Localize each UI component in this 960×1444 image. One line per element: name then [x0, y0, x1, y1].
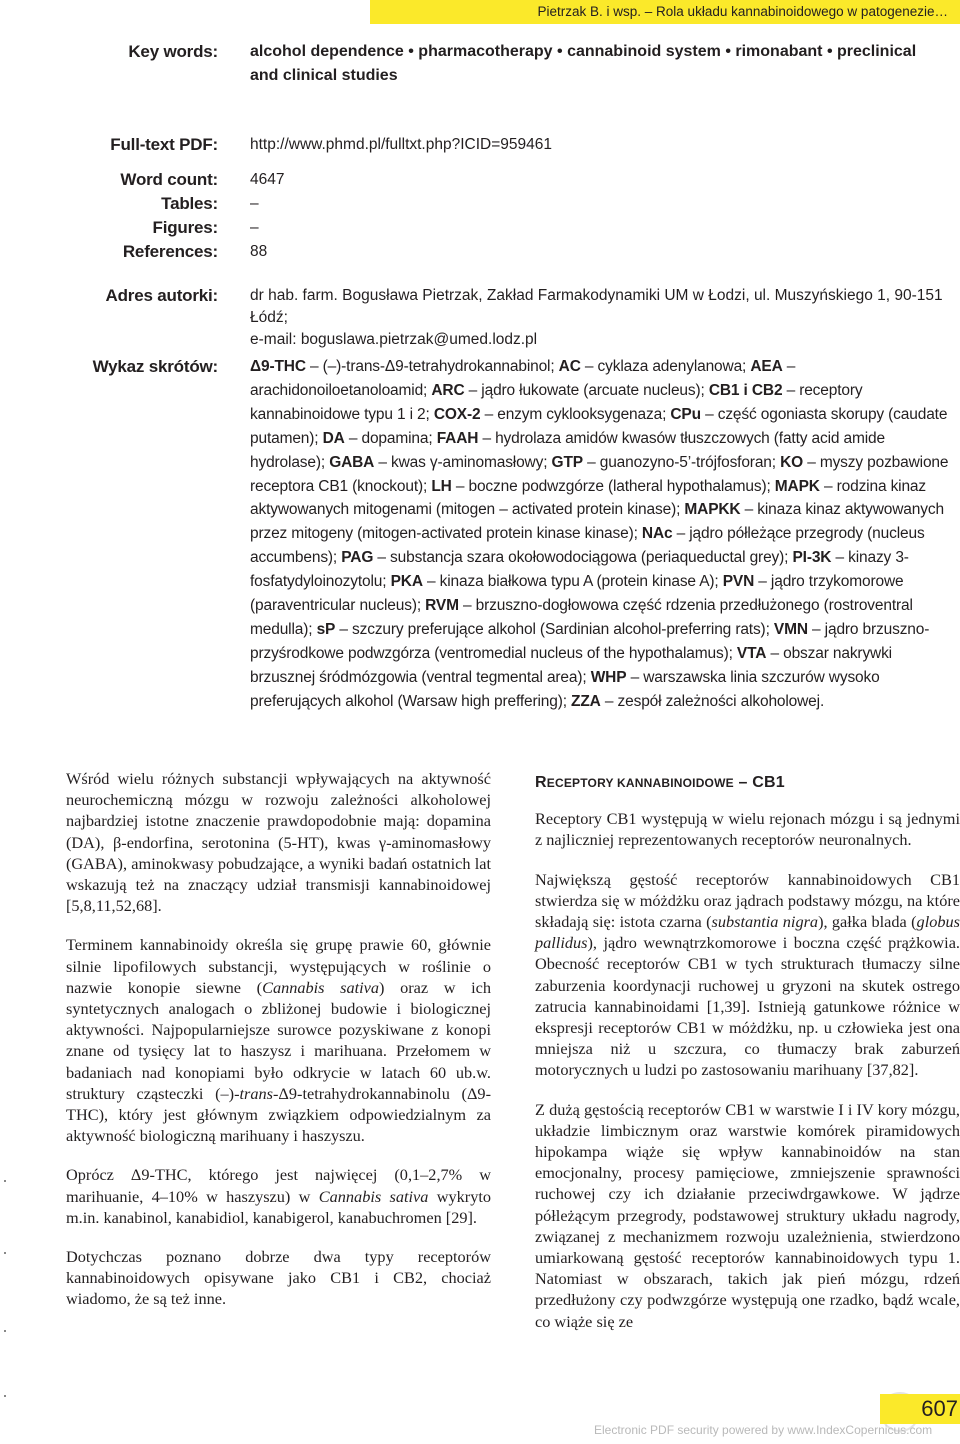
keywords-label: Key words: [128, 42, 218, 61]
abbreviation-term: PI-3K [792, 549, 832, 567]
paragraph: Dotychczas poznano dobrze dwa typy receptorów kannabinoidowych opisywane jako CB1 i CB2, chociaż wiadomo, że są też inne. [66, 1247, 491, 1309]
abbreviation-term: PVN [722, 573, 755, 591]
paragraph: Receptory CB1 występują w wielu rejonach mózgu i są jednymi z najliczniej reprezentowanych receptorów neuronalnych. [535, 809, 960, 850]
abbreviation-definition: – część ogoniasta skorupy (caudate putamen); [250, 405, 948, 447]
tables-value: – [250, 195, 259, 212]
watermark-text: Electronic PDF security powered by www.IndexCopernicus.com [594, 1423, 933, 1437]
abbreviation-term: ZZA [571, 692, 601, 710]
abbreviation-definition: – jądro brzuszno-przyśrodkowe podwzgórza (ventromedial nucleus of the hypothalamus); [250, 620, 930, 662]
abbreviation-term: Δ9-THC [250, 358, 306, 375]
text-run: ), jądro wewnątrzkomorowe i boczna część prążkowia. Obecność receptorów CB1 w tych strukturach tłumaczy silne zaburzenia koordynacji ruchowej u gryzoni na skutek ostrego zatrucia kannabinoidami [1,39]. Istnieją gatunkowe różnice w ekspresji receptorów CB1 w móżdżku, np. u człowieka jest ona mniejsza niż u szczura, co tłumaczy brak zaburzeń motorycznych u ludzi po zastosowaniu marihuany [37,82]. [535, 933, 960, 1080]
paragraph [66, 934, 491, 1146]
abbreviation-term: GTP [551, 453, 583, 471]
abbreviation-definition: – obszar nakrywki brzusznej śródmózgowia (ventral tegmental area); [250, 644, 892, 686]
heading-smallcaps: ECEPTORY KANNABINOIDOWE [546, 776, 734, 790]
address-label: Adres autorki: [105, 286, 218, 305]
abbreviation-definition: – boczne podwzgórze (latheral hypothalamus); [451, 477, 775, 495]
text-run: Największą gęstość receptorów kannabinoidowych CB1 stwierdza się w móżdżku oraz jądrach podstawy mózgu, na które składają się: istota czarna ( [535, 869, 960, 932]
abbreviation-definition: – hydrolaza amidów kwasów tłuszczowych (fatty acid amide hydrolase); [250, 429, 885, 471]
tables-label: Tables: [161, 194, 218, 213]
abbreviation-term: LH [431, 477, 452, 495]
abbreviation-definition: – guanozyno-5’-trójfosforan; [582, 453, 781, 471]
abbreviation-definition: – kinaza białkowa typu A (protein kinase A); [422, 573, 723, 591]
abbreviation-term: MAPK [774, 477, 820, 495]
abbreviation-term: sP [316, 620, 336, 638]
italic-term: substantia nigra [711, 912, 819, 932]
paragraph [66, 1164, 491, 1228]
heading-initial: R [535, 774, 547, 791]
abbreviation-definition: – rodzina kinaz aktywowanych mitogenami (mitogen – activated protein kinase); [250, 477, 927, 519]
abbreviation-term: AEA [750, 358, 783, 375]
italic-term: Cannabis sativa [318, 1186, 429, 1206]
margin-mark [4, 1252, 6, 1254]
abbreviation-definition: – kwas γ-aminomasłowy; [374, 453, 552, 471]
margin-mark [4, 1395, 6, 1397]
paragraph [535, 869, 960, 1081]
abbreviations-label: Wykaz skrótów: [92, 357, 218, 376]
figures-value: – [250, 219, 259, 236]
abbreviation-term: PKA [390, 573, 423, 591]
text-run: wykryto m.in. kanabinol, kanabidiol, kanabigerol, kanabuchromen [29]. [66, 1186, 491, 1227]
text-run: Terminem kannabinoidy określa się grupę prawie 60, głównie silnie lipofilowych substancji, występujących w roślinie o nazwie konopie siewne ( [66, 935, 491, 997]
address-line-1: dr hab. farm. Bogusława Pietrzak, Zakład Farmakodynamiki UM w Łodzi, ul. Muszyńskiego 1, 90-151 Łódź; [250, 287, 943, 326]
italic-term: Cannabis sativa [262, 977, 380, 997]
fulltext-link[interactable]: http://www.phmd.pl/fulltxt.php?ICID=959461 [250, 136, 552, 153]
address-email[interactable]: e-mail: boguslawa.pietrzak@umed.lodz.pl [250, 331, 538, 348]
abbreviation-definition: – substancja szara okołowodociągowa (periaqueductal grey); [373, 549, 793, 567]
fulltext-label: Full-text PDF: [110, 135, 218, 154]
abbreviation-definition: – dopamina; [344, 429, 437, 447]
paragraph: Wśród wielu różnych substancji wpływających na aktywność neurochemiczną mózgu w rozwoju zależności alkoholowej najbardziej istotne znaczenie prawdopodobnie mają: dopamina (DA), β-endorfina, serotonina (5-HT), kwas γ-aminomasłowy (GABA), aminokwasy pobudzające, a wyniki badań ostatnich lat wskazują też na znaczący udział transmisji kannabinoidowej [5,8,11,52,68]. [66, 769, 491, 916]
running-header: Pietrzak B. i wsp. – Rola układu kannabinoidowego w patogenezie… [370, 0, 960, 24]
abbreviation-definition: – kinaza kinaz aktywowanych przez mitogeny (mitogen-activated protein kinase kinase); [250, 501, 944, 543]
wordcount-value: 4647 [250, 171, 285, 188]
abbreviation-term: CPu [670, 405, 701, 423]
abbreviation-term: NAc [641, 525, 673, 543]
keywords-line-2: and clinical studies [250, 67, 398, 84]
abbreviation-definition: – receptory kannabinoidowe typu 1 i 2; [250, 381, 863, 423]
abbreviations-list [250, 355, 955, 714]
abbreviation-term: VMN [773, 620, 808, 638]
references-label: References: [122, 242, 218, 261]
text-run: ), gałka blada ( [818, 912, 917, 932]
abbreviation-definition: – jądro półleżące przegrody (nucleus accumbens); [250, 525, 925, 567]
italic-term: globus pallidus [535, 912, 960, 953]
abbreviation-definition: – warszawska linia szczurów wysoko preferujących alkohol (Warsaw high preffering); [250, 668, 880, 710]
text-run: Oprócz Δ9-THC, którego jest najwięcej (0,1–2,7% w marihuanie, 4–10% w haszyszu) w [66, 1165, 491, 1206]
margin-mark [4, 1330, 6, 1332]
abbreviation-definition: – enzym cyklooksygenaza; [480, 405, 671, 423]
right-text-column [535, 772, 960, 1350]
abbreviation-term: GABA [329, 453, 375, 471]
keywords-line-1: alcohol dependence • pharmacotherapy • cannabinoid system • rimonabant • preclinical [250, 43, 917, 60]
abbreviation-term: DA [322, 429, 345, 447]
abbreviation-definition: – brzuszno-dogłowowa część rdzenia przedłużonego (rostroventral medulla); [250, 597, 913, 638]
abbreviation-term: AC [558, 358, 581, 375]
abbreviation-definition: – szczury preferujące alkohol (Sardinian alcohol-preferring rats); [335, 620, 774, 638]
abbreviation-term: COX-2 [433, 405, 481, 423]
abbreviation-definition: – arachidonoiloetanoloamid; [250, 358, 796, 399]
page-number: 607 [880, 1394, 960, 1424]
abbreviation-definition: – kinazy 3-fosfatydyloinozytolu; [250, 549, 909, 591]
figures-label: Figures: [152, 218, 218, 237]
section-heading [535, 772, 960, 794]
abbreviation-definition: – jądro trzykomorowe (paraventricular nucleus); [250, 573, 904, 615]
abbreviation-term: RVM [425, 597, 459, 615]
abbreviation-definition: – zespół zależności alkoholowej. [600, 692, 825, 710]
abbreviation-term: WHP [590, 668, 627, 686]
paragraph: Z dużą gęstością receptorów CB1 w warstwie I i IV kory mózgu, układzie limbicznym oraz warstwie komórek piramidowych hipokampa wiąże się wpływ kannabinoidów na stan emocjonalny, procesy pamięciowe, zmniejszenie sprawności ruchowej czy ich działanie przeciwdrgawkowe. W jądrze półleżącym przegrody, podstawowej struktury układu nagrody, związanej z mechanizmem rozwoju uzależnienia, stwierdzono umiarkowaną gęstość receptorów kannabinoidowych typu 1. Natomiast w obszarach, takich jak pień mózgu, rdzeń przedłużony czy podwzgórze występują one rzadko, bądź wcale, co wiąże się ze [535, 1099, 960, 1331]
abbreviation-definition: – (–)-trans-Δ9-tetrahydrokannabinol; [305, 358, 559, 375]
heading-tail: – CB1 [733, 774, 785, 791]
text-run: ) oraz w ich syntetycznych analogach o zbliżonej budowie i biologicznej aktywności. Najpopularniejsze surowce pozyskiwane z konopi znane od tysięcy lat to haszysz i marihuana. Przełomem w badaniach nad konopiami było odkrycie w latach 60 ub.w. struktury cząsteczki (–)- [66, 977, 492, 1103]
abbreviation-term: FAAH [436, 429, 479, 447]
abbreviation-term: VTA [736, 644, 767, 662]
address-value [250, 285, 950, 351]
references-value: 88 [250, 243, 268, 260]
text-run: -Δ9-tetrahydrokannabinolu (Δ9-THC), który jest głównym związkiem odpowiedzialnym za aktywność biologiczną marihuany i haszyszu. [66, 1083, 491, 1146]
abbreviation-term: ARC [431, 381, 465, 399]
abbreviation-definition: – jądro łukowate (arcuate nucleus); [464, 381, 709, 399]
keywords-value [250, 40, 950, 88]
margin-mark [4, 1180, 6, 1182]
abbreviation-definition: – cyklaza adenylanowa; [580, 358, 751, 375]
abbreviation-term: PAG [341, 549, 374, 567]
left-text-column [66, 768, 491, 1328]
abbreviation-definition: – myszy pozbawione receptora CB1 (knockout); [250, 453, 949, 495]
wordcount-label: Word count: [120, 170, 218, 189]
abbreviation-term: KO [780, 453, 804, 471]
italic-term: trans [239, 1083, 273, 1103]
abbreviation-term: MAPKK [684, 501, 741, 519]
abbreviation-term: CB1 i CB2 [708, 381, 783, 399]
